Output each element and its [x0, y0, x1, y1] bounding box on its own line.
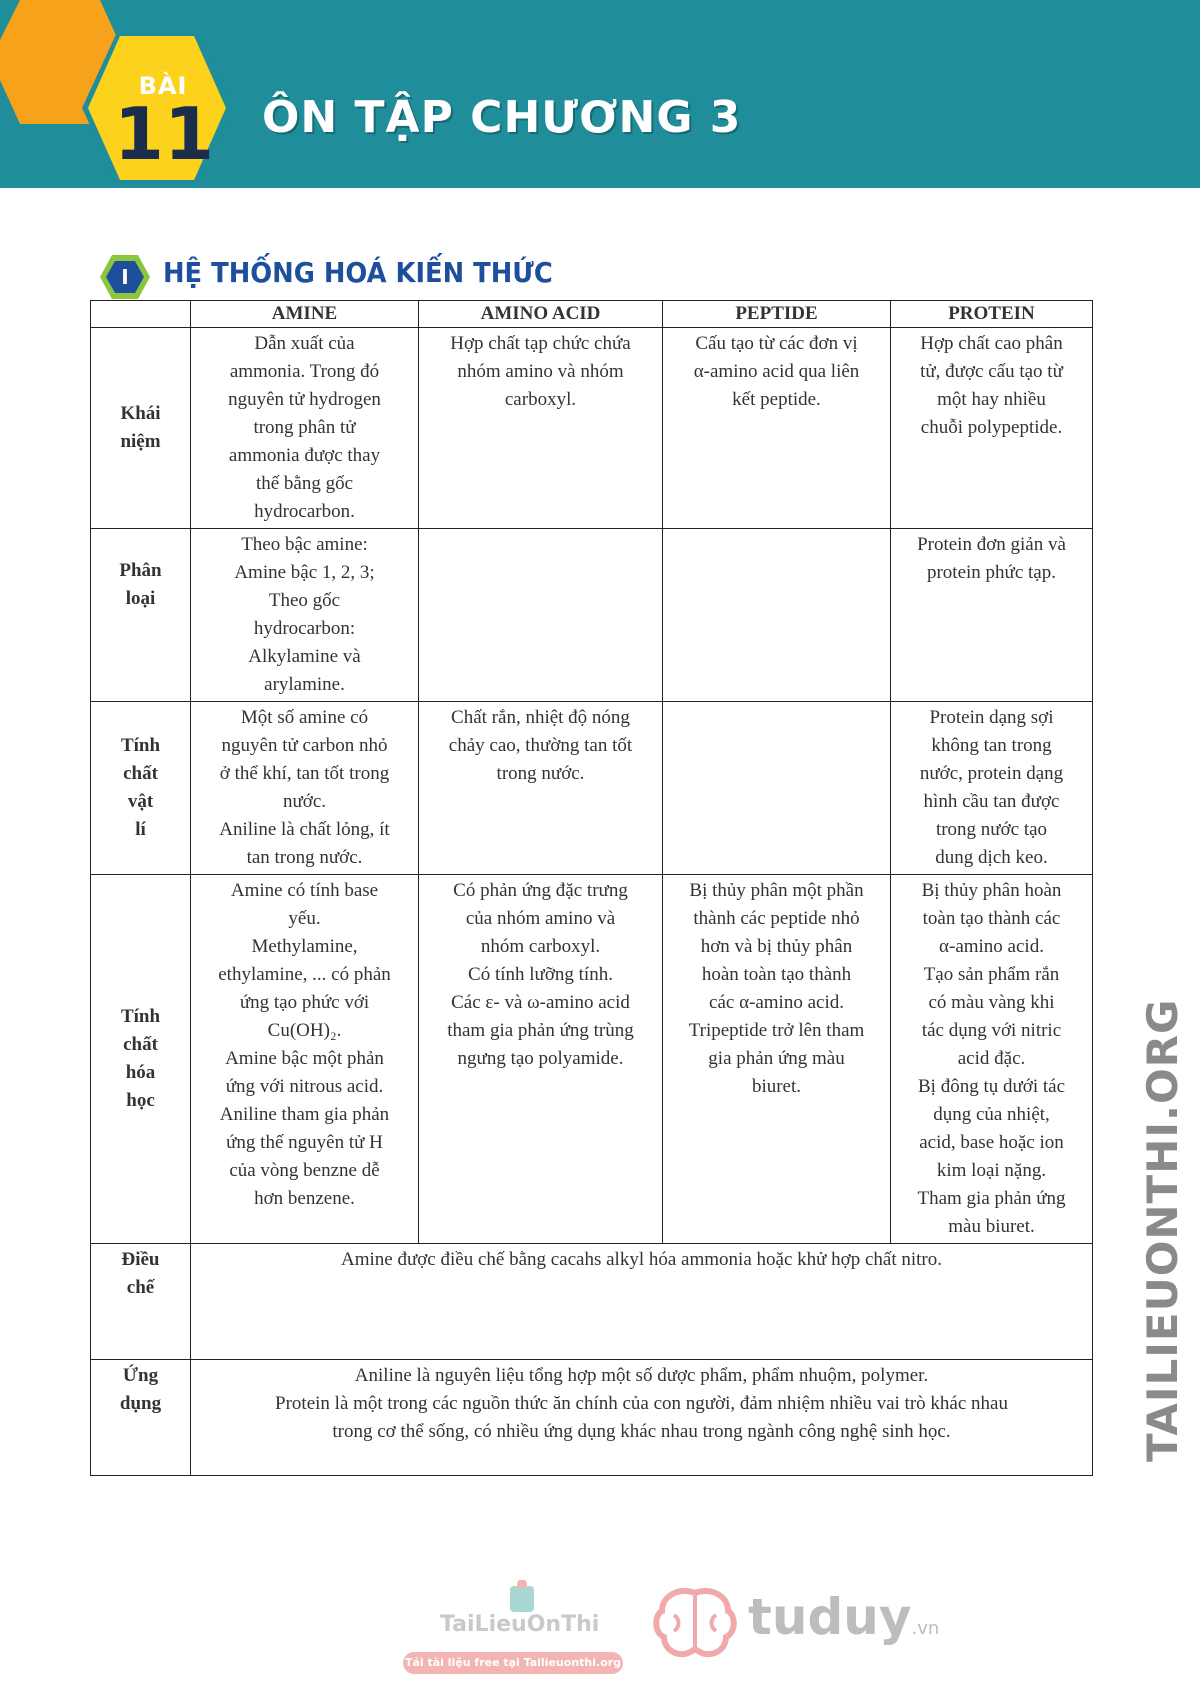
table-cell: Amine có tính base yếu. Methylamine, ethylamine, ... có phản ứng tạo phức với Cu(OH)₂. Amine bậc một phản ứng với nitrous acid. Aniline tham gia phản ứng thế nguyên tử H của vòng benzne dễ hơn benzene.	[191, 875, 419, 1244]
table-row-khai-niem	[91, 328, 1093, 529]
header-cell-amino-acid: AMINO ACID	[419, 301, 663, 328]
table-cell: Một số amine có nguyên tử carbon nhỏ ở thể khí, tan tốt trong nước. Aniline là chất lỏng, ít tan trong nước.	[191, 702, 419, 875]
table-cell: Dẫn xuất của ammonia. Trong đó nguyên tử hydrogen trong phân tử ammonia được thay thế bằng gốc hydrocarbon.	[191, 328, 419, 529]
table-header-row	[91, 301, 1093, 328]
section-title: HỆ THỐNG HOÁ KIẾN THỨC	[163, 256, 553, 289]
table-cell: Bị thủy phân một phần thành các peptide nhỏ hơn và bị thủy phân hoàn toàn tạo thành các α-amino acid. Tripeptide trở lên tham gia phản ứng màu biuret.	[663, 875, 891, 1244]
table-cell: Chất rắn, nhiệt độ nóng chảy cao, thường tan tốt trong nước.	[419, 702, 663, 875]
tailieuonthi-tagline: Tải tài liệu free tại Tailieuonthi.org	[403, 1652, 623, 1674]
table-cell: Có phản ứng đặc trưng của nhóm amino và nhóm carboxyl. Có tính lưỡng tính. Các ε- và ω-amino acid tham gia phản ứng trùng ngưng tạo polyamide.	[419, 875, 663, 1244]
row-label: Ứng dụng	[91, 1360, 191, 1476]
tuduy-logo-suffix: .vn	[911, 1618, 940, 1639]
row-label: Điều chế	[91, 1244, 191, 1360]
table-cell	[419, 529, 663, 702]
table-row-dieu-che	[91, 1244, 1093, 1360]
table-cell: Theo bậc amine: Amine bậc 1, 2, 3; Theo gốc hydrocarbon: Alkylamine và arylamine.	[191, 529, 419, 702]
lesson-label: BÀI	[138, 72, 188, 100]
table-cell: Bị thủy phân hoàn toàn tạo thành các α-amino acid. Tạo sản phẩm rắn có màu vàng khi tác dụng với nitric acid đặc. Bị đông tụ dưới tác dụng của nhiệt, acid, base hoặc ion kim loại nặng. Tham gia phản ứng màu biuret.	[891, 875, 1093, 1244]
table-cell	[663, 529, 891, 702]
table-row-ung-dung	[91, 1360, 1093, 1476]
tailieuonthi-logo-text: TaiLieuOnThi	[440, 1612, 600, 1637]
header-cell-peptide: PEPTIDE	[663, 301, 891, 328]
table-row-phan-loai	[91, 529, 1093, 702]
table-cell: Hợp chất cao phân tử, được cấu tạo từ một hay nhiều chuỗi polypeptide.	[891, 328, 1093, 529]
table-cell	[663, 702, 891, 875]
table-row-tinh-chat-vat-li	[91, 702, 1093, 875]
table-cell: Protein đơn giản và protein phức tạp.	[891, 529, 1093, 702]
lesson-number: 11	[113, 92, 215, 176]
table-cell: Hợp chất tạp chức chứa nhóm amino và nhóm carboxyl.	[419, 328, 663, 529]
row-label: Tính chất vật lí	[91, 702, 191, 875]
row-label: Tính chất hóa học	[91, 875, 191, 1244]
knowledge-table	[90, 300, 1093, 1476]
header-cell-amine: AMINE	[191, 301, 419, 328]
row-label: Phân loại	[91, 529, 191, 702]
section-badge-label: I	[121, 265, 129, 289]
table-cell: Cấu tạo từ các đơn vị α-amino acid qua liên kết peptide.	[663, 328, 891, 529]
header-cell-blank	[91, 301, 191, 328]
table-cell-merged: Amine được điều chế bằng cacahs alkyl hóa ammonia hoặc khử hợp chất nitro.	[191, 1244, 1093, 1360]
header-cell-protein: PROTEIN	[891, 301, 1093, 328]
section-badge-icon	[100, 253, 150, 301]
tuduy-logo-name: tuduy	[748, 1588, 912, 1646]
tuduy-brain-icon	[650, 1585, 740, 1665]
side-watermark: TAILIEUONTHI.ORG	[1138, 998, 1187, 1462]
table-row-tinh-chat-hoa-hoc	[91, 875, 1093, 1244]
row-label: Khái niệm	[91, 328, 191, 529]
table-cell-merged: Aniline là nguyên liệu tổng hợp một số dược phẩm, phẩm nhuộm, polymer. Protein là một trong các nguồn thức ăn chính của con người, đảm nhiệm nhiều vai trò khác nhau trong cơ thể sống, có nhiều ứng dụng khác nhau trong ngành công nghệ sinh học.	[191, 1360, 1093, 1476]
table-cell: Protein dạng sợi không tan trong nước, protein dạng hình cầu tan được trong nước tạo dung dịch keo.	[891, 702, 1093, 875]
tuduy-logo-text	[748, 1588, 939, 1646]
page-title: ÔN TẬP CHƯƠNG 3	[262, 92, 742, 143]
